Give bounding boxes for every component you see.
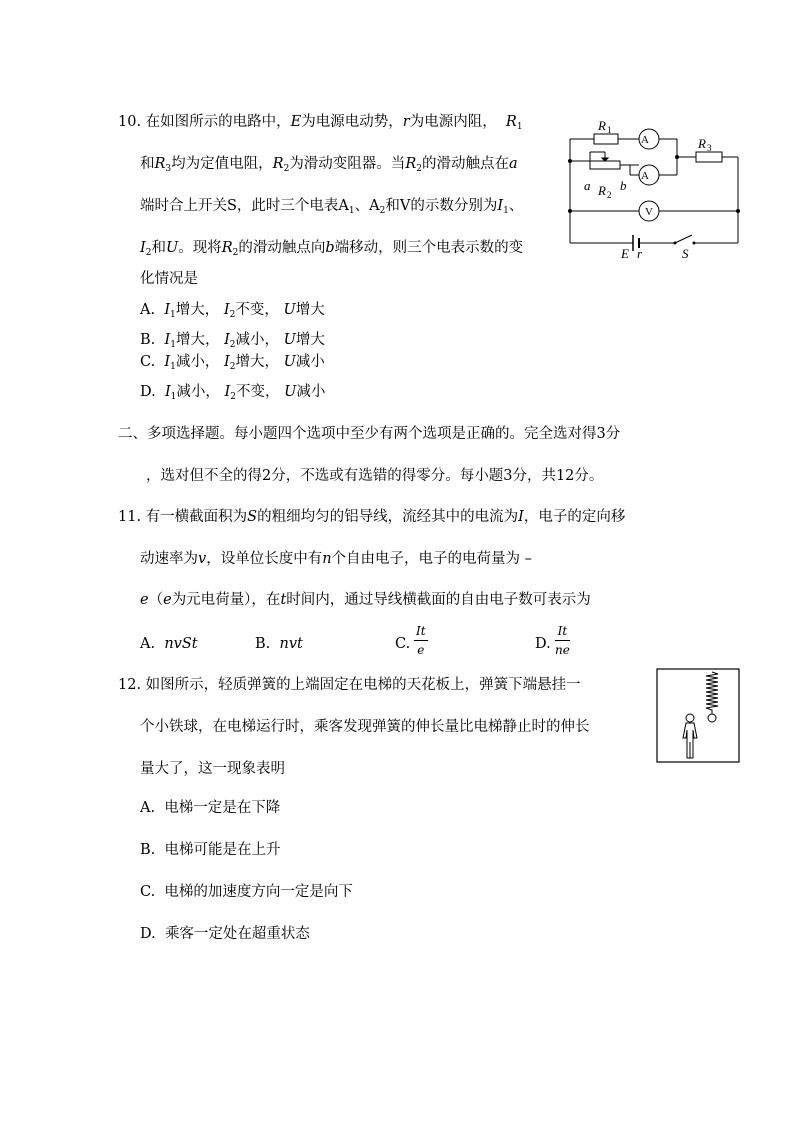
q11-option-b[interactable]: B. nvt bbox=[255, 636, 303, 652]
section2-line1: 二、多项选择题。每小题四个选项中至少有两个选项是正确的。完全选对得3分 bbox=[118, 426, 621, 442]
q12-line2: 个小铁球，在电梯运行时，乘客发现弹簧的伸长量比电梯静止时的伸长 bbox=[140, 719, 590, 735]
q10-option-d[interactable]: D. $I_1$减小， $I_2$不变， U减小 bbox=[140, 384, 326, 402]
q10-option-c[interactable]: C. $I_1$减小， $I_2$增大， U减小 bbox=[140, 354, 325, 372]
q12-line1: 12. 如图所示，轻质弹簧的上端固定在电梯的天花板上，弹簧下端悬挂一 bbox=[118, 677, 581, 693]
q11-option-d-label[interactable]: D. bbox=[535, 636, 551, 652]
q10-option-a[interactable]: A. $I_1$增大， $I_2$不变， U增大 bbox=[140, 302, 325, 320]
q11-line2: 动速率为v，设单位长度中有n个自由电子，电子的电荷量为 – bbox=[140, 551, 532, 567]
q11-line1: 11. 有一横截面积为S的粗细均匀的铝导线，流经其中的电流为I，电子的定向移 bbox=[118, 509, 626, 525]
e-label: E bbox=[621, 246, 629, 261]
q11-line3: e（e为元电荷量），在t时间内，通过导线横截面的自由电子数可表示为 bbox=[140, 592, 591, 608]
q12-option-d[interactable]: D. 乘客一定处在超重状态 bbox=[140, 926, 310, 942]
elevator-figure bbox=[656, 668, 740, 764]
q10-line4: $I_2$和U。现将$R_2$的滑动触点向b端移动，则三个电表示数的变 bbox=[140, 240, 524, 258]
q11-option-c-fraction: It e bbox=[416, 624, 426, 657]
q10-option-b[interactable]: B. $I_1$增大， $I_2$减小， U增大 bbox=[140, 332, 325, 350]
r1-label: R bbox=[598, 118, 606, 133]
q12-option-c[interactable]: C. 电梯的加速度方向一定是向下 bbox=[140, 884, 353, 900]
r2-sub: 2 bbox=[607, 190, 612, 200]
section2-line2: ，选对但不全的得2分，不选或有选错的得零分。每小题3分，共12分。 bbox=[146, 468, 604, 484]
q12-option-a[interactable]: A. 电梯一定是在下降 bbox=[140, 800, 281, 816]
a1-symbol: A bbox=[641, 134, 649, 146]
v-symbol: V bbox=[645, 206, 653, 218]
b-terminal: b bbox=[620, 178, 627, 193]
r2-rheostat bbox=[590, 161, 620, 169]
q10-line1: 10. 在如图所示的电路中，E为电源电动势，r为电源内阻， $R_1$ bbox=[118, 114, 523, 132]
q10-line3: 端时合上开关S，此时三个电表$A_1$、$A_2$和V的示数分别为$I_1$、 bbox=[140, 198, 524, 216]
r3-resistor bbox=[696, 152, 722, 162]
q12-line3: 量大了，这一现象表明 bbox=[140, 761, 285, 777]
r-label: r bbox=[637, 246, 643, 261]
a2-symbol: A bbox=[641, 170, 649, 182]
r2-label: R bbox=[598, 183, 606, 198]
circuit-diagram bbox=[560, 112, 750, 262]
r1-resistor bbox=[594, 134, 618, 144]
iron-ball-icon bbox=[708, 714, 716, 722]
s-label: S bbox=[682, 246, 689, 261]
q11-option-c-label[interactable]: C. bbox=[395, 636, 411, 652]
r1-sub: 1 bbox=[607, 125, 612, 135]
q10-line5: 化情况是 bbox=[140, 271, 198, 287]
a-terminal: a bbox=[584, 178, 591, 193]
r3-sub: 3 bbox=[707, 143, 712, 153]
q10-line2: 和$R_3$均为定值电阻，$R_2$为滑动变阻器。当$R_2$的滑动触点在a bbox=[140, 156, 518, 174]
r3-label: R bbox=[698, 136, 706, 151]
q11-option-d-fraction: It ne bbox=[555, 624, 570, 657]
q12-option-b[interactable]: B. 电梯可能是在上升 bbox=[140, 842, 281, 858]
q11-option-a[interactable]: A. nvSt bbox=[140, 636, 198, 652]
